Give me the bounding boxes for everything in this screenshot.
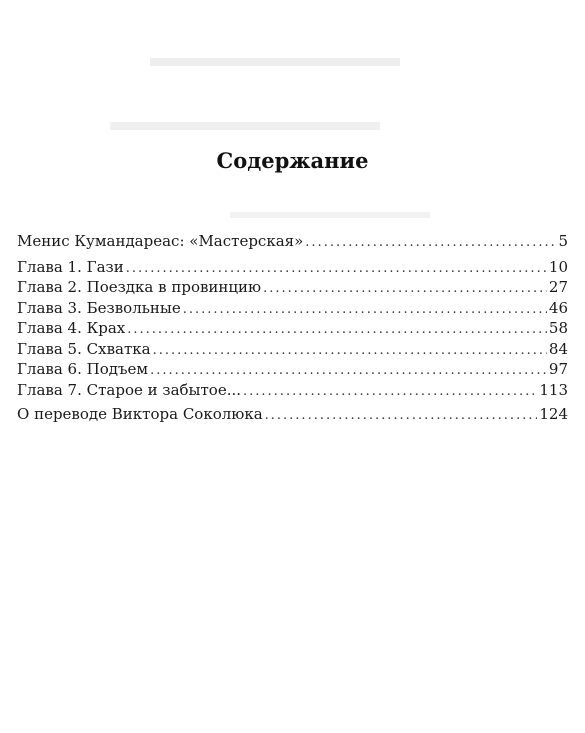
toc-entry-page: 5 (558, 232, 568, 250)
dot-leader (305, 233, 556, 253)
toc-entry-title: Глава 5. Схватка (17, 339, 151, 358)
dot-leader (153, 341, 547, 361)
bleed-through-decoration (150, 58, 400, 66)
dot-leader (126, 259, 547, 279)
toc-entry-title: Глава 3. Безвольные (17, 298, 181, 317)
toc-entry-title: Глава 4. Крах (17, 319, 126, 337)
toc-entry-page: 58 (548, 319, 568, 337)
toc-entry (17, 340, 568, 361)
toc-entry (17, 381, 568, 402)
toc-entry-title: Глава 1. Гази (17, 257, 124, 276)
toc-entry-title: Менис Кумандареас: «Мастерская» (17, 232, 304, 250)
toc-entry-title: Глава 2. Поездка в провинцию (17, 278, 262, 296)
toc-entry-title: О переводе Виктора Соколюка (17, 405, 263, 423)
toc-entry-page: 27 (548, 278, 568, 296)
toc-entry (17, 278, 568, 299)
page-title: Содержание (216, 148, 369, 173)
toc-entry (17, 299, 568, 320)
toc-entry-page: 84 (548, 339, 568, 358)
toc-entry-page: 97 (548, 360, 568, 378)
toc-entry-page: 46 (548, 298, 568, 317)
toc-entry (17, 319, 568, 340)
toc-entry-title: Глава 6. Подъем (17, 360, 149, 378)
dot-leader (150, 361, 547, 381)
toc-entry-page: 113 (539, 380, 568, 399)
bleed-through-decoration (230, 212, 430, 218)
toc-entry-page: 10 (548, 257, 568, 276)
dot-leader (263, 279, 547, 299)
table-of-contents (17, 232, 568, 426)
dot-leader (127, 320, 547, 340)
dot-leader (183, 300, 547, 320)
dot-leader (243, 382, 537, 402)
toc-entry (17, 232, 568, 253)
toc-entry (17, 258, 568, 279)
toc-entry (17, 405, 568, 426)
dot-leader (265, 406, 538, 426)
toc-entry-title: Глава 7. Старое и забытое... (17, 380, 242, 399)
bleed-through-decoration (110, 122, 380, 130)
toc-entry-page: 124 (539, 405, 568, 423)
toc-entry (17, 360, 568, 381)
